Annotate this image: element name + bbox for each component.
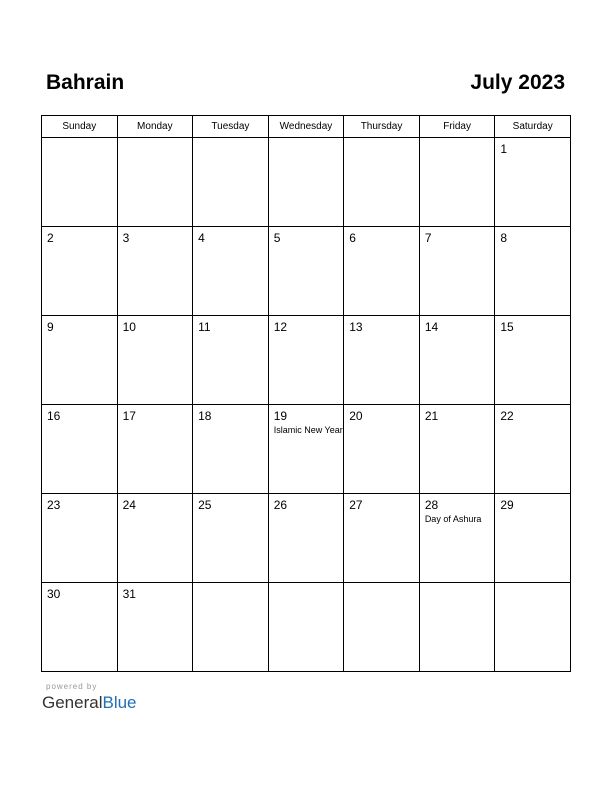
day-number: 3 (122, 231, 130, 245)
day-cell (268, 583, 344, 672)
day-number (118, 138, 193, 142)
day-cell (117, 494, 193, 583)
day-number: 30 (47, 587, 61, 601)
brand-blue-text: Blue (102, 693, 137, 712)
day-cell (268, 138, 344, 227)
country-title: Bahrain (46, 71, 125, 94)
day-cell (344, 405, 420, 494)
weekday-header-monday: Monday (117, 116, 193, 138)
day-number: 17 (122, 409, 136, 423)
day-cell (42, 227, 118, 316)
day-number (495, 583, 570, 587)
day-cell (117, 316, 193, 405)
day-number: 21 (424, 409, 439, 423)
day-cell (193, 227, 269, 316)
week-row (42, 405, 571, 494)
day-number: 9 (47, 320, 54, 334)
brand-general-text: General (42, 693, 103, 712)
day-cell (344, 316, 420, 405)
weekday-header-saturday: Saturday (495, 116, 571, 138)
day-cell (419, 583, 495, 672)
powered-by-label: powered by (46, 682, 98, 691)
day-number: 15 (500, 320, 514, 334)
day-cell (268, 316, 344, 405)
day-number (344, 583, 419, 587)
day-number: 24 (122, 498, 136, 512)
day-number: 10 (122, 320, 136, 334)
generalblue-logo[interactable] (42, 693, 137, 713)
weekday-header-tuesday: Tuesday (193, 116, 269, 138)
day-number (193, 138, 268, 142)
week-row (42, 138, 571, 227)
day-cell (268, 405, 344, 494)
day-cell (193, 316, 269, 405)
day-number: 1 (500, 142, 508, 156)
day-number: 6 (349, 231, 356, 245)
day-cell (268, 494, 344, 583)
holiday-label: Islamic New Year (273, 425, 343, 435)
day-number: 5 (273, 231, 281, 245)
day-cell (344, 494, 420, 583)
week-row (42, 227, 571, 316)
day-cell (117, 405, 193, 494)
day-number: 7 (424, 231, 432, 245)
day-number: 20 (349, 409, 363, 423)
day-number: 2 (47, 231, 54, 245)
weekday-header-row (42, 116, 571, 138)
day-cell (117, 138, 193, 227)
day-cell (495, 405, 571, 494)
day-cell (193, 583, 269, 672)
week-row (42, 316, 571, 405)
day-cell (42, 138, 118, 227)
day-cell (495, 227, 571, 316)
day-cell (193, 494, 269, 583)
day-number: 23 (47, 498, 61, 512)
day-number (42, 138, 117, 142)
day-cell (344, 583, 420, 672)
day-cell (495, 494, 571, 583)
calendar-grid (41, 115, 571, 672)
day-number: 11 (198, 320, 211, 334)
day-cell (419, 405, 495, 494)
day-cell (419, 138, 495, 227)
day-number (420, 583, 495, 587)
day-number: 25 (198, 498, 212, 512)
calendar-body (42, 138, 571, 672)
day-cell (495, 316, 571, 405)
day-cell (42, 405, 118, 494)
weekday-header-wednesday: Wednesday (268, 116, 344, 138)
day-cell (344, 227, 420, 316)
weekday-header-sunday: Sunday (42, 116, 118, 138)
week-row (42, 583, 571, 672)
day-cell (344, 138, 420, 227)
day-number: 16 (47, 409, 61, 423)
day-cell (117, 227, 193, 316)
month-title: July 2023 (470, 71, 565, 94)
day-number: 22 (500, 409, 514, 423)
day-number: 29 (500, 498, 514, 512)
day-cell (193, 138, 269, 227)
day-number: 4 (198, 231, 205, 245)
day-cell (193, 405, 269, 494)
day-number (269, 583, 344, 587)
weekday-header-thursday: Thursday (344, 116, 420, 138)
weekday-header-friday: Friday (419, 116, 495, 138)
day-cell (268, 227, 344, 316)
day-number: 8 (500, 231, 508, 245)
day-number: 27 (349, 498, 363, 512)
day-number: 18 (198, 409, 212, 423)
holiday-label: Day of Ashura (424, 514, 482, 524)
week-row (42, 494, 571, 583)
day-cell (42, 316, 118, 405)
day-cell (495, 583, 571, 672)
day-cell (419, 494, 495, 583)
day-number (193, 583, 268, 587)
day-number (344, 138, 419, 142)
day-number: 14 (424, 320, 439, 334)
day-cell (117, 583, 193, 672)
day-cell (419, 316, 495, 405)
day-number (420, 138, 495, 142)
day-cell (495, 138, 571, 227)
day-number: 12 (273, 320, 288, 334)
day-number: 31 (122, 587, 136, 601)
day-cell (42, 494, 118, 583)
day-number: 26 (273, 498, 288, 512)
day-number: 13 (349, 320, 363, 334)
day-cell (42, 583, 118, 672)
day-number (269, 138, 344, 142)
day-number: 19 (273, 409, 288, 423)
day-number: 28 (424, 498, 439, 512)
day-cell (419, 227, 495, 316)
